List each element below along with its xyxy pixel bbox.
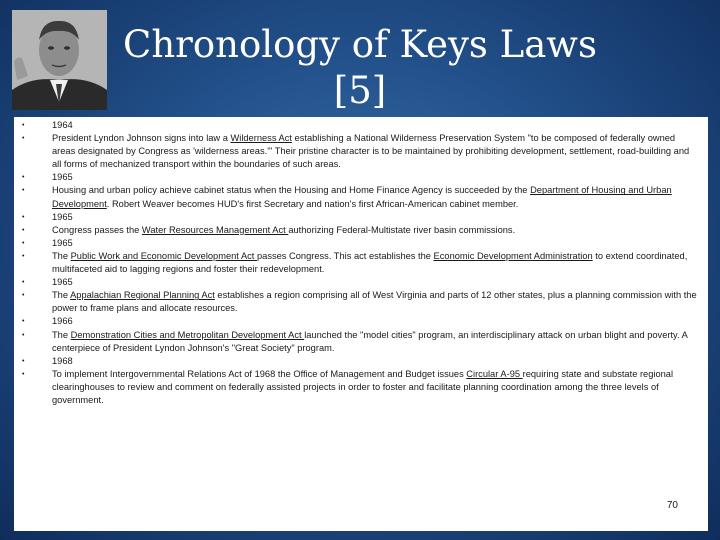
law-link[interactable]: Public Work and Economic Development Act (70, 250, 257, 261)
description-row (20, 329, 700, 355)
law-link[interactable]: Wilderness Act (230, 133, 292, 144)
year-text: 1964 (52, 120, 73, 130)
description-text (52, 132, 700, 171)
description-text (52, 250, 700, 276)
description-row (20, 132, 700, 171)
text-segment: to extend coordinated, multifaceted aid to lagging regions and foster their redevelopment. (52, 250, 688, 275)
text-segment: The (52, 290, 71, 301)
description-text (52, 329, 700, 355)
bullet: • (22, 226, 25, 234)
law-link[interactable]: Circular A-95 (466, 368, 523, 379)
text-segment: The (52, 250, 71, 261)
year-text: 1965 (52, 172, 73, 183)
chronology-list (20, 119, 700, 407)
text-segment: authorizing Federal-Multistate river basin commissions. (288, 224, 516, 235)
year-text: 1968 (52, 355, 73, 366)
text-segment: President Lyndon Johnson signs into law a (52, 133, 231, 144)
content-panel (14, 117, 708, 531)
year-text: 1966 (52, 316, 73, 327)
description-text (52, 224, 700, 237)
description-row (20, 184, 700, 210)
text-segment: The (52, 329, 71, 340)
bullet: • (22, 357, 25, 365)
law-link[interactable]: Water Resources Management Act (141, 224, 289, 235)
description-text (52, 184, 700, 210)
year-row (20, 211, 700, 224)
year-text: 1965 (52, 277, 73, 288)
year-row (20, 237, 700, 250)
bullet: • (22, 174, 25, 182)
text-segment: To implement Intergovernmental Relations Act of 1968 the Office of Management and Budget issues (52, 368, 467, 379)
description-row (20, 224, 700, 237)
year-row (20, 315, 700, 328)
text-segment: Housing and urban policy achieve cabinet status when the Housing and Home Finance Agency is succeeded by the (52, 185, 531, 196)
year-row (20, 355, 700, 368)
text-segment: Congress passes the (52, 224, 142, 235)
bullet: • (22, 135, 25, 143)
bullet: • (22, 292, 25, 300)
year-row (20, 276, 700, 289)
bullet: • (22, 239, 25, 247)
text-segment: requiring state and substate regional clearinghouses to review and comment on federally assisted projects in order to foster and facilitate planning coordination among the three levels of government. (52, 368, 674, 405)
portrait-photo (12, 10, 107, 110)
bullet: • (22, 122, 25, 129)
description-text (52, 289, 700, 315)
text-segment: establishing a National Wilderness Preservation System "to be composed of federally owned areas designated by Congress as 'wilderness areas.'" Their pristine character is to be maintained by prohibiting development, settlement, road-building and all forms of mechanized transport within the boundaries of such areas. (52, 133, 690, 170)
law-link[interactable]: Department of Housing and Urban Development (52, 185, 672, 209)
bullet: • (22, 318, 25, 326)
bullet: • (22, 213, 25, 221)
text-segment: establishes a region comprising all of West Virginia and parts of 12 other states, plus a planning commission with the power to frame plans and allocate resources. (52, 290, 697, 314)
bullet: • (22, 331, 25, 339)
year-row (20, 119, 700, 132)
title-line-1: Chronology of Keys Laws [5] (123, 23, 597, 112)
description-text (52, 368, 700, 407)
page-number: 70 (666, 500, 678, 511)
bullet: • (22, 252, 25, 260)
text-segment: . Robert Weaver becomes HUD's first Secretary and nation's first African-American cabinet member. (106, 198, 519, 209)
year-text: 1965 (52, 237, 73, 248)
text-segment: passes Congress. This act establishes the (256, 250, 434, 261)
bullet: • (22, 187, 25, 195)
description-row (20, 250, 700, 276)
text-segment: launched the "model cities" program, an interdisciplinary attack on urban blight and poverty. A centerpiece of President Lyndon Johnson's "Great Society" program. (52, 329, 688, 353)
law-link[interactable]: Demonstration Cities and Metropolitan Development Act (70, 329, 305, 340)
description-row (20, 368, 700, 407)
year-text: 1965 (52, 211, 73, 222)
bullet: • (22, 370, 25, 378)
law-link[interactable]: Economic Development Administration (433, 250, 593, 261)
description-row (20, 289, 700, 315)
bullet: • (22, 279, 25, 287)
year-row (20, 171, 700, 184)
law-link[interactable]: Appalachian Regional Planning Act (70, 290, 215, 301)
